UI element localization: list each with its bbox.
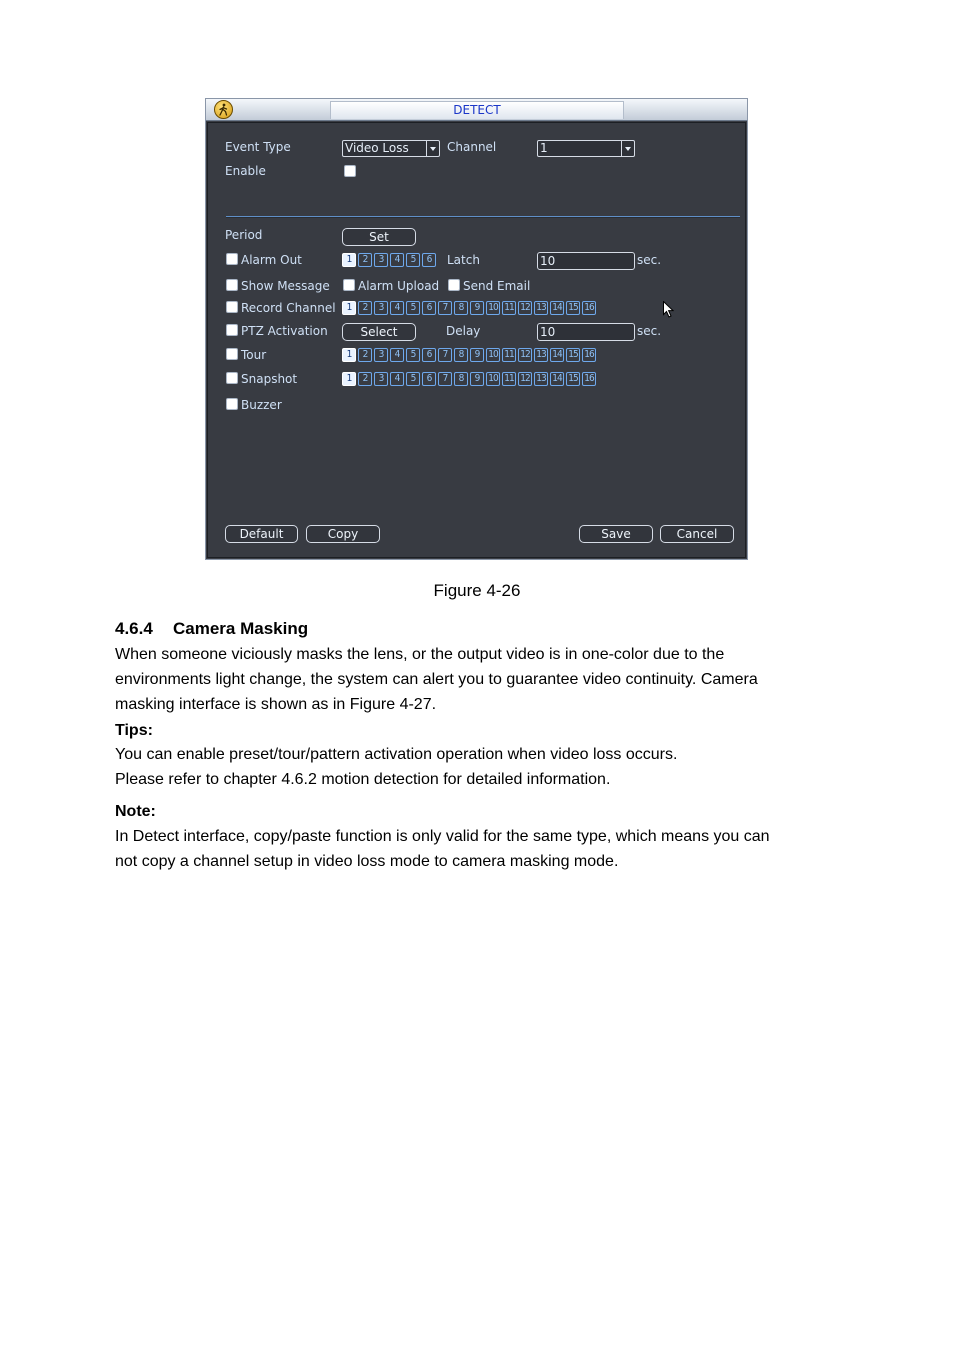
channel-toggle[interactable]: 15 xyxy=(566,348,580,362)
period-label: Period xyxy=(225,228,263,242)
channel-toggle[interactable]: 5 xyxy=(406,348,420,362)
channel-toggle[interactable]: 13 xyxy=(534,301,548,315)
send-email-checkbox[interactable] xyxy=(448,279,460,291)
channel-toggle[interactable]: 12 xyxy=(518,301,532,315)
section-heading xyxy=(115,619,308,639)
record-channel-checkbox[interactable] xyxy=(226,301,238,313)
send-email-label: Send Email xyxy=(463,279,531,293)
snapshot-label: Snapshot xyxy=(241,372,298,386)
copy-button[interactable]: Copy xyxy=(306,525,380,543)
channel-toggle[interactable]: 3 xyxy=(374,253,388,267)
channel-toggle[interactable]: 2 xyxy=(358,253,372,267)
channel-toggle[interactable]: 6 xyxy=(422,301,436,315)
channel-toggle[interactable]: 15 xyxy=(566,372,580,386)
channel-toggle[interactable]: 1 xyxy=(342,348,356,362)
figure-caption: Figure 4-26 xyxy=(433,581,521,600)
default-button[interactable]: Default xyxy=(225,525,298,543)
channel-toggle[interactable]: 7 xyxy=(438,372,452,386)
channel-toggle[interactable]: 10 xyxy=(486,372,500,386)
intro-paragraph xyxy=(115,642,845,717)
note-line: In Detect interface, copy/paste function is only valid for the same type, which means you can xyxy=(115,828,770,845)
channel-toggle[interactable]: 12 xyxy=(518,348,532,362)
delay-label: Delay xyxy=(446,324,481,338)
chevron-down-icon[interactable] xyxy=(621,141,634,156)
channel-toggle[interactable]: 8 xyxy=(454,348,468,362)
channel-dropdown[interactable] xyxy=(537,140,635,157)
channel-toggle[interactable]: 11 xyxy=(502,372,516,386)
channel-toggle[interactable]: 6 xyxy=(422,372,436,386)
channel-toggle[interactable]: 15 xyxy=(566,301,580,315)
intro-line: masking interface is shown as in Figure 4-27. xyxy=(115,696,437,713)
section-title: Camera Masking xyxy=(173,619,309,638)
dialog-body xyxy=(207,122,746,558)
snapshot-channels xyxy=(342,372,596,386)
note-line: not copy a channel setup in video loss mode to camera masking mode. xyxy=(115,853,619,870)
channel-toggle[interactable]: 10 xyxy=(486,301,500,315)
walking-man-logo-icon xyxy=(214,100,233,119)
channel-toggle[interactable]: 7 xyxy=(438,348,452,362)
channel-toggle[interactable]: 13 xyxy=(534,372,548,386)
channel-toggle[interactable]: 6 xyxy=(422,348,436,362)
channel-toggle[interactable]: 4 xyxy=(390,301,404,315)
event-type-dropdown[interactable] xyxy=(342,140,440,157)
tour-channels xyxy=(342,348,596,362)
buzzer-label: Buzzer xyxy=(241,398,282,412)
intro-line: When someone viciously masks the lens, or the output video is in one-color due to the xyxy=(115,646,725,663)
tips-line: Please refer to chapter 4.6.2 motion detection for detailed information. xyxy=(115,771,611,788)
channel-toggle[interactable]: 14 xyxy=(550,372,564,386)
channel-toggle[interactable]: 4 xyxy=(390,348,404,362)
channel-toggle[interactable]: 14 xyxy=(550,348,564,362)
channel-toggle[interactable]: 3 xyxy=(374,348,388,362)
tips-label: Tips: xyxy=(115,722,153,739)
delay-input[interactable]: 10 xyxy=(537,323,635,341)
latch-input[interactable]: 10 xyxy=(537,252,635,270)
channel-toggle[interactable]: 1 xyxy=(342,253,356,267)
ptz-select-button[interactable]: Select xyxy=(342,323,416,341)
channel-toggle[interactable]: 5 xyxy=(406,372,420,386)
snapshot-checkbox[interactable] xyxy=(226,372,238,384)
detect-dialog xyxy=(205,98,748,560)
ptz-activation-label: PTZ Activation xyxy=(241,324,328,338)
event-type-label: Event Type xyxy=(225,140,291,154)
channel-toggle[interactable]: 12 xyxy=(518,372,532,386)
alarm-out-checkbox[interactable] xyxy=(226,253,238,265)
channel-toggle[interactable]: 1 xyxy=(342,301,356,315)
tips-paragraph xyxy=(115,742,845,792)
channel-label: Channel xyxy=(447,140,497,154)
enable-label: Enable xyxy=(225,164,266,178)
tips-line: You can enable preset/tour/pattern activation operation when video loss occurs. xyxy=(115,746,678,763)
mouse-pointer-icon xyxy=(663,301,674,318)
channel-toggle[interactable]: 16 xyxy=(582,348,596,362)
channel-toggle[interactable]: 4 xyxy=(390,253,404,267)
event-type-value: Video Loss xyxy=(345,141,409,155)
channel-toggle[interactable]: 3 xyxy=(374,372,388,386)
channel-toggle[interactable]: 5 xyxy=(406,253,420,267)
chevron-down-icon[interactable] xyxy=(426,141,439,156)
channel-toggle[interactable]: 4 xyxy=(390,372,404,386)
show-message-label: Show Message xyxy=(241,279,330,293)
channel-toggle[interactable]: 6 xyxy=(422,253,436,267)
dialog-titlebar xyxy=(206,99,747,121)
channel-toggle[interactable]: 1 xyxy=(342,372,356,386)
period-set-button[interactable]: Set xyxy=(342,228,416,246)
channel-toggle[interactable]: 10 xyxy=(486,348,500,362)
channel-toggle[interactable]: 8 xyxy=(454,301,468,315)
channel-toggle[interactable]: 2 xyxy=(358,301,372,315)
channel-toggle[interactable]: 16 xyxy=(582,372,596,386)
latch-sec-label: sec. xyxy=(637,253,662,267)
alarm-out-label: Alarm Out xyxy=(241,253,302,267)
alarm-out-channels xyxy=(342,253,436,267)
buzzer-checkbox[interactable] xyxy=(226,398,238,410)
channel-toggle[interactable]: 3 xyxy=(374,301,388,315)
channel-toggle[interactable]: 7 xyxy=(438,301,452,315)
record-channel-label: Record Channel xyxy=(241,301,336,315)
channel-toggle[interactable]: 11 xyxy=(502,301,516,315)
save-button[interactable]: Save xyxy=(579,525,653,543)
channel-toggle[interactable]: 13 xyxy=(534,348,548,362)
dialog-title: DETECT xyxy=(330,101,624,119)
enable-checkbox[interactable] xyxy=(344,165,356,177)
note-label: Note: xyxy=(115,803,156,820)
tour-label: Tour xyxy=(241,348,267,362)
channel-toggle[interactable]: 9 xyxy=(470,348,484,362)
tour-checkbox[interactable] xyxy=(226,348,238,360)
show-message-checkbox[interactable] xyxy=(226,279,238,291)
alarm-upload-checkbox[interactable] xyxy=(343,279,355,291)
channel-toggle[interactable]: 16 xyxy=(582,301,596,315)
delay-sec-label: sec. xyxy=(637,324,662,338)
note-paragraph xyxy=(115,824,845,874)
channel-toggle[interactable]: 2 xyxy=(358,372,372,386)
alarm-upload-label: Alarm Upload xyxy=(358,279,440,293)
record-channels xyxy=(342,301,596,315)
ptz-activation-checkbox[interactable] xyxy=(226,324,238,336)
channel-toggle[interactable]: 9 xyxy=(470,372,484,386)
channel-toggle[interactable]: 2 xyxy=(358,348,372,362)
channel-toggle[interactable]: 14 xyxy=(550,301,564,315)
channel-toggle[interactable]: 8 xyxy=(454,372,468,386)
channel-toggle[interactable]: 11 xyxy=(502,348,516,362)
channel-toggle[interactable]: 5 xyxy=(406,301,420,315)
channel-toggle[interactable]: 9 xyxy=(470,301,484,315)
cancel-button[interactable]: Cancel xyxy=(660,525,734,543)
intro-line: environments light change, the system can alert you to guarantee video continuity. Camera xyxy=(115,671,758,688)
divider xyxy=(226,216,740,217)
section-number: 4.6.4 xyxy=(115,619,153,638)
channel-value: 1 xyxy=(540,141,548,155)
latch-label: Latch xyxy=(447,253,480,267)
